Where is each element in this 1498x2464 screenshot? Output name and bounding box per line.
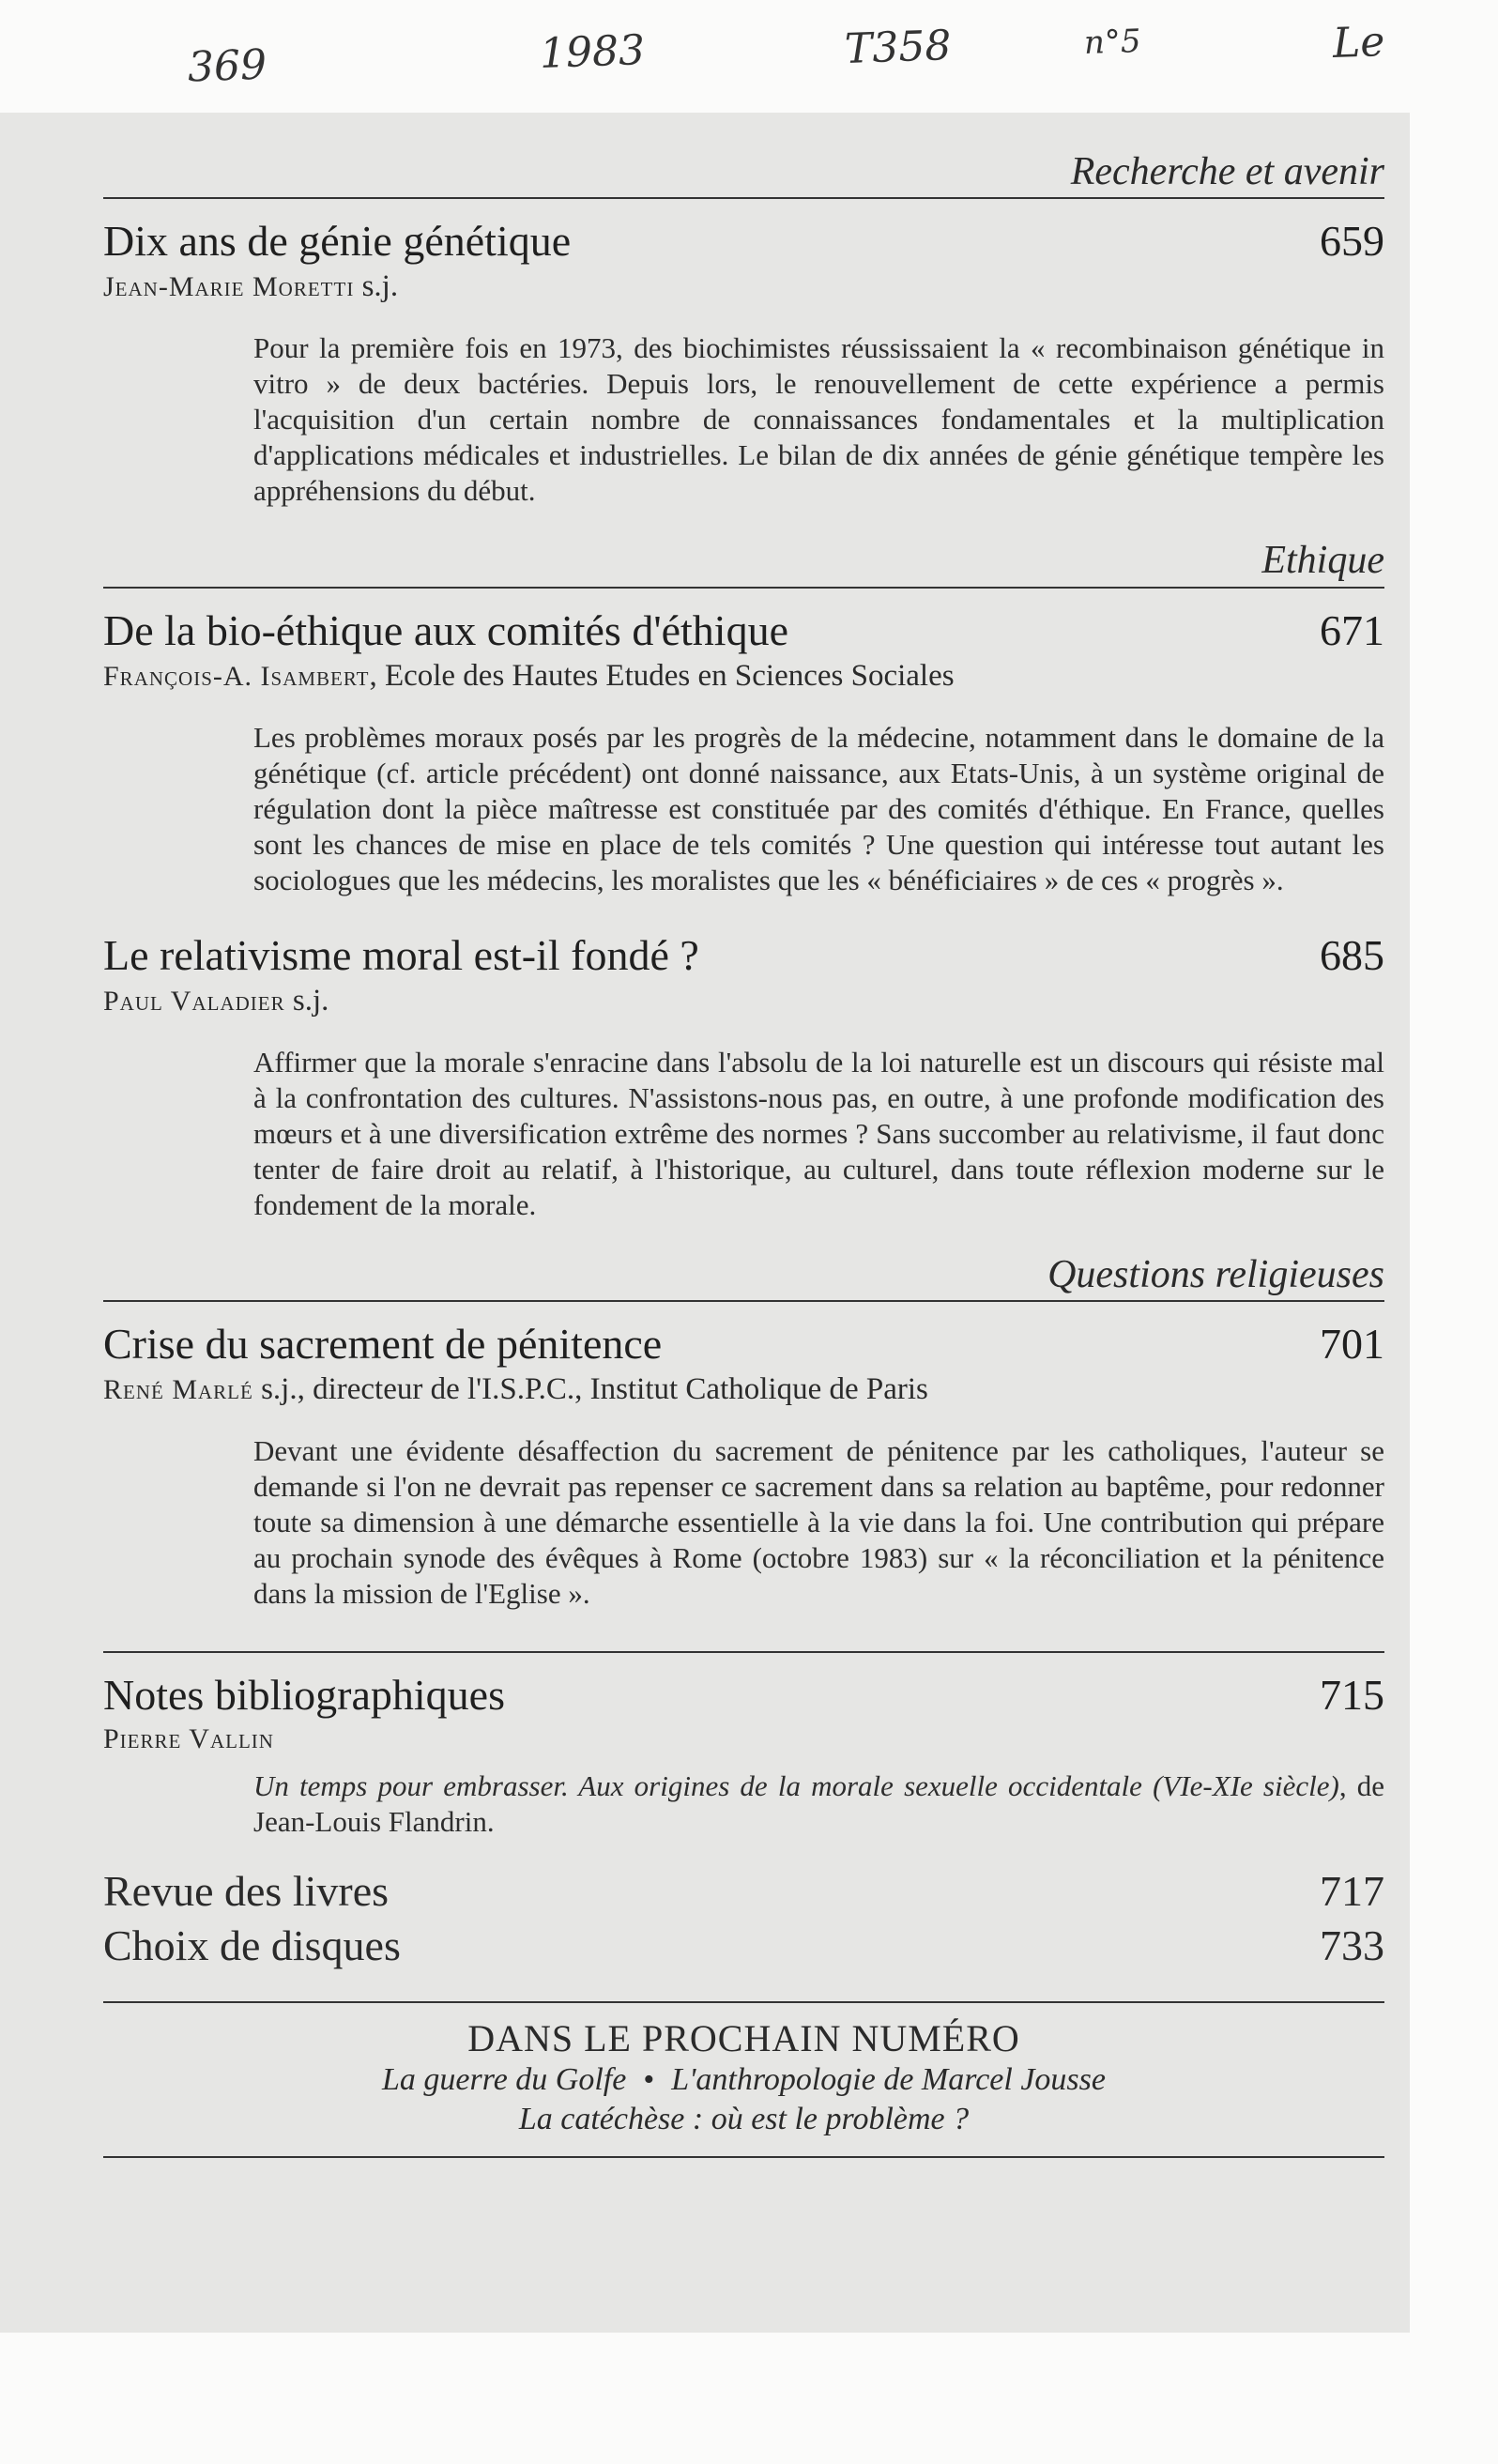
page-number: 659 bbox=[1320, 217, 1384, 266]
page-number: 717 bbox=[1320, 1867, 1384, 1916]
article-title: Dix ans de génie génétique bbox=[103, 217, 572, 266]
article-author bbox=[103, 984, 1384, 1018]
next-issue-line-1 bbox=[103, 2060, 1384, 2100]
handwritten-mark: Le bbox=[1332, 18, 1386, 68]
toc-entry-head bbox=[103, 1319, 1384, 1369]
article-title: De la bio-éthique aux comités d'éthique bbox=[103, 605, 789, 654]
article-author bbox=[103, 269, 1384, 304]
article-abstract: Devant une évidente désaffection du sacrement de pénitence par les catholiques, l'auteur se demande si l'on ne devrait pas repenser ce sacrement dans sa relation au baptême, pour redonner toute sa dimension à une démarche essentielle à la vie dans la foi. Une contribution qui prépare au prochain synode des évêques à Rome (octobre 1983) sur « la réconciliation et la pénitence dans la mission de l'Eglise ». bbox=[253, 1434, 1384, 1611]
notes-author: Pierre Vallin bbox=[103, 1723, 274, 1755]
notes-title: Notes bibliographiques bbox=[103, 1671, 505, 1720]
toc-entry-head bbox=[103, 1670, 1384, 1720]
page-number: 733 bbox=[1320, 1921, 1384, 1970]
author-affiliation: s.j. bbox=[284, 983, 329, 1018]
divider bbox=[103, 1651, 1384, 1653]
book-author: , de Jean-Louis Flandrin. bbox=[253, 1769, 1384, 1839]
next-issue-box bbox=[103, 2001, 1384, 2158]
toc-entry-head bbox=[103, 605, 1384, 655]
next-issue-item: La guerre du Golfe bbox=[382, 2062, 627, 2098]
author-name: Paul Valadier bbox=[103, 985, 285, 1017]
article-abstract: Affirmer que la morale s'enracine dans l'absolu de la loi naturelle est un discours qui résiste mal à la confrontation des cultures. N'assistons-nous pas, en outre, à une profonde modification des mœurs et à une diversification extrême des normes ? Sans succomber au relativisme, il faut donc tenter de faire droit au relatif, à l'historique, au culturel, dans toute réflexion moderne sur le fondement de la morale. bbox=[253, 1045, 1384, 1221]
handwritten-annotations bbox=[0, 0, 1498, 122]
listing-title: Choix de disques bbox=[103, 1921, 401, 1970]
book-title: Un temps pour embrasser. Aux origines de la morale sexuelle occidentale (VIe-XIe siècle) bbox=[253, 1769, 1339, 1803]
listing-title: Revue des livres bbox=[103, 1867, 390, 1916]
article-abstract: Les problèmes moraux posés par les progrès de la médecine, notamment dans le domaine de la génétique (cf. article précédent) ont donné naissance, aux Etats-Unis, à un système original de régulation dont la pièce maîtresse est constituée par des comités d'éthique. En France, quelles sont les chances de mise en place de tels comités ? Une question qui intéresse tout autant les sociologues que les médecins, les moralistes que les « bénéficiaires » de ces « progrès ». bbox=[253, 720, 1384, 896]
handwritten-number-1: 369 bbox=[187, 40, 268, 92]
author-name: René Marlé bbox=[103, 1374, 253, 1406]
article-title: Crise du sacrement de pénitence bbox=[103, 1320, 663, 1369]
bullet-icon: • bbox=[643, 2062, 655, 2098]
toc-entry-head bbox=[103, 930, 1384, 980]
section-title-recherche: Recherche et avenir bbox=[103, 148, 1384, 199]
page-number: 671 bbox=[1320, 605, 1384, 654]
article-author bbox=[103, 1372, 1384, 1407]
page-number: 715 bbox=[1320, 1671, 1384, 1720]
author-name: Jean-Marie Moretti bbox=[103, 271, 355, 303]
next-issue-item: L'anthropologie de Marcel Jousse bbox=[671, 2062, 1106, 2098]
article-title: Le relativisme moral est-il fondé ? bbox=[103, 930, 699, 979]
page-number: 685 bbox=[1320, 930, 1384, 979]
handwritten-issue: n°5 bbox=[1083, 22, 1142, 63]
author-name: François-A. Isambert bbox=[103, 660, 370, 692]
toc-listing-revue bbox=[103, 1864, 1384, 1919]
next-issue-line-2: La catéchèse : où est le problème ? bbox=[518, 2102, 970, 2137]
toc-entry-head bbox=[103, 216, 1384, 266]
author-affiliation: , Ecole des Hautes Etudes en Sciences Sociales bbox=[369, 658, 955, 693]
handwritten-code: T358 bbox=[844, 22, 953, 73]
author-affiliation: s.j. bbox=[354, 269, 399, 304]
next-issue-heading: DANS LE PROCHAIN NUMÉRO bbox=[467, 2017, 1020, 2060]
section-title-questions-religieuses: Questions religieuses bbox=[103, 1251, 1384, 1302]
author-affiliation: s.j., directeur de l'I.S.P.C., Institut Catholique de Paris bbox=[252, 1372, 928, 1407]
toc-listing-disques bbox=[103, 1919, 1384, 1973]
section-title-ethique: Ethique bbox=[103, 537, 1384, 588]
notes-book-reference bbox=[253, 1768, 1384, 1840]
article-abstract: Pour la première fois en 1973, des biochimistes réussissaient la « recombinaison génétique in vitro » de deux bactéries. Depuis lors, le renouvellement de cette expérience a permis l'acquisition d'un certain nombre de connaissances fondamentales et la multiplication d'applications médicales et industrielles. Le bilan de dix années de génie génétique tempère les appréhensions du début. bbox=[253, 331, 1384, 508]
article-author bbox=[103, 659, 1384, 694]
table-of-contents bbox=[103, 139, 1384, 2158]
page-number: 701 bbox=[1320, 1320, 1384, 1369]
handwritten-year: 1983 bbox=[539, 26, 646, 78]
